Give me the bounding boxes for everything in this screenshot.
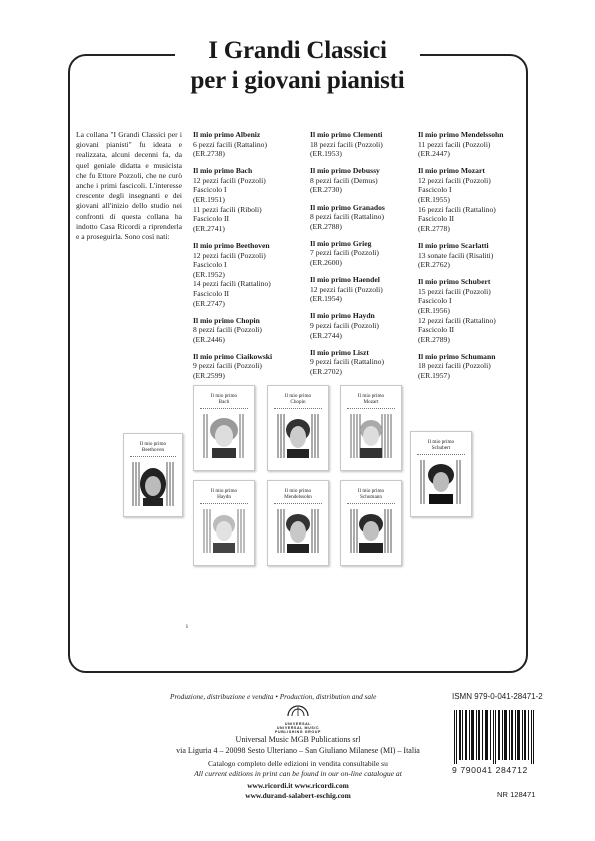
cover-bach	[193, 385, 255, 471]
catalog-entry-line: 11 pezzi facili (Pozzoli)	[418, 139, 491, 149]
catalog-entry-title: Il mio primo Beethoven	[193, 240, 270, 250]
catalog-entry-line: (ER.1954)	[310, 294, 342, 304]
cover-rule	[200, 503, 248, 506]
catalog-entry-title: Il mio primo Haydn	[310, 311, 375, 321]
catalog-entry-line: (ER.1951)	[193, 195, 225, 205]
catalog-entry	[418, 166, 530, 233]
cover-rule	[347, 408, 395, 411]
catalog-entry-line: (ER.2762)	[418, 260, 450, 270]
catalog-entry-line: Fascicolo I	[418, 185, 452, 195]
portrait-haydn-image	[202, 509, 246, 553]
catalog-entry-title: Il mio primo Grieg	[310, 238, 372, 248]
publisher-address: via Liguria 4 – 20098 Sesto Ulteriano – San Giuliano Milanese (MI) – Italia	[176, 745, 420, 755]
catalog-entry-line: 7 pezzi facili (Pozzoli)	[310, 248, 379, 258]
catalog-entry-title: Il mio primo Mendelssohn	[418, 130, 504, 139]
catalog-entry-title: Il mio primo Mozart	[418, 166, 485, 176]
catalog-entry-line: 12 pezzi facili (Pozzoli)	[418, 175, 491, 185]
cover-composer: Chopin	[290, 399, 306, 405]
catalog-note-it: Catalogo completo delle edizioni in vendita consultabile su	[208, 759, 388, 768]
catalog-entry-title: Il mio primo Schubert	[418, 277, 491, 287]
link-ricordi-it[interactable]: www.ricordi.it	[247, 781, 293, 790]
catalog-entry-line: 8 pezzi facili (Rattalino)	[310, 212, 385, 222]
portrait-schumann-image	[349, 509, 393, 553]
catalog-entry-line: 11 pezzi facili (Riboli)	[193, 204, 262, 214]
cover-mozart	[340, 385, 402, 471]
portrait-schubert-image	[419, 460, 463, 504]
cover-rule	[417, 454, 465, 457]
catalog-entry-title: Il mio primo Bach	[193, 166, 253, 176]
cover-schumann	[340, 480, 402, 566]
catalog-entry-line: Fascicolo II	[418, 214, 455, 224]
catalog-entry-title: Il mio primo Schumann	[418, 351, 496, 361]
catalog-entry-line: 12 pezzi facili (Rattalino)	[418, 315, 496, 325]
logo-word-3: PUBLISHING GROUP	[275, 730, 321, 734]
catalog-entry	[418, 352, 530, 381]
catalog-entry-line: (ER.2738)	[193, 149, 225, 159]
catalog-entry-line: 13 sonate facili (Risaliti)	[418, 250, 494, 260]
catalog-entry-line: (ER.2447)	[418, 149, 450, 159]
cover-mendelssohn	[267, 480, 329, 566]
cover-rule	[274, 408, 322, 411]
catalog-entry-line: (ER.2778)	[418, 223, 450, 233]
catalog-entry-title: Il mio primo Ciaikowski	[193, 351, 273, 361]
catalog-entry	[193, 352, 305, 381]
catalog-entry-line: 12 pezzi facili (Pozzoli)	[193, 250, 266, 260]
universal-logo	[264, 704, 332, 734]
cover-composer: Haydn	[217, 494, 231, 500]
cover-series: Il mio primo	[284, 393, 312, 399]
link-ricordi-com[interactable]: www.ricordi.com	[294, 781, 349, 790]
catalog-entry-title: Il mio primo Chopin	[193, 315, 260, 325]
catalog-entry-line: 18 pezzi facili (Pozzoli)	[310, 139, 383, 149]
title-line-2: per i giovani pianisti	[190, 67, 405, 94]
catalog-entry-line: 12 pezzi facili (Pozzoli)	[193, 175, 266, 185]
catalog-entry-line: Fascicolo I	[193, 185, 227, 195]
catalog-entry	[418, 277, 530, 344]
cover-rule	[274, 503, 322, 506]
cover-series: Il mio primo	[357, 393, 385, 399]
catalog-entry-line: 8 pezzi facili (Pozzoli)	[193, 325, 262, 335]
catalog-entry-line: 16 pezzi facili (Rattalino)	[418, 204, 496, 214]
catalog-number: NR 128471	[497, 790, 536, 799]
catalog-entry	[193, 130, 305, 159]
cover-series: Il mio primo	[210, 488, 238, 494]
cover-beethoven	[123, 433, 183, 517]
catalog-entry-line: (ER.2747)	[193, 298, 225, 308]
catalog-column-1	[193, 130, 305, 388]
catalog-entry	[310, 239, 422, 268]
cover-composer: Bach	[218, 399, 230, 405]
cover-series: Il mio primo	[357, 488, 385, 494]
intro-text: La collana "I Grandi Classici per i giovani pianisti" fu ideata e realizzata, alcuni decenni fa, da quel geniale didatta e musicista che fu Ettore Pozzoli, che ne curò anche i primi fascicoli. L'interesse crescente degli insegnanti e dei giovani all'inizio dello studio nei confronti di questa collana ha indotto Casa Ricordi a riprenderla e a proseguirla. Sono così nati:	[76, 130, 182, 242]
cover-series: Il mio primo	[427, 439, 455, 445]
catalog-entry-title: Il mio primo Debussy	[310, 166, 380, 176]
catalog-entry	[310, 348, 422, 377]
catalog-entry-line: 14 pezzi facili (Rattalino)	[193, 279, 271, 289]
barcode-image	[452, 710, 537, 764]
catalog-entry-line: Fascicolo II	[418, 325, 455, 335]
catalog-entry-title: Il mio primo Clementi	[310, 130, 383, 139]
catalog-entry	[310, 130, 422, 159]
catalog-entry-line: (ER.2789)	[418, 334, 450, 344]
catalog-entry-line: (ER.2730)	[310, 185, 342, 195]
catalog-entry-line: (ER.1952)	[193, 269, 225, 279]
portrait-beethoven-image	[131, 462, 175, 506]
cover-composer: Mozart	[363, 399, 379, 405]
cover-series: Il mio primo	[139, 441, 167, 447]
catalog-entry	[310, 166, 422, 195]
catalog-entry-line: Fascicolo I	[193, 260, 227, 270]
production-line: Produzione, distribuzione e vendita • Production, distribution and sale	[170, 692, 377, 701]
catalog-entry-line: (ER.1953)	[310, 149, 342, 159]
cover-composer: Schubert	[431, 445, 451, 451]
cover-chopin	[267, 385, 329, 471]
catalog-entry-line: 9 pezzi facili (Pozzoli)	[310, 321, 379, 330]
catalog-entry-title: Il mio primo Scarlatti	[418, 240, 489, 250]
cover-rule	[200, 408, 248, 411]
catalog-entry-line: (ER.1957)	[418, 371, 450, 381]
catalog-entry-title: Il mio primo Albeniz	[193, 130, 261, 139]
cover-series: Il mio primo	[284, 488, 312, 494]
universal-globe-icon	[287, 705, 309, 717]
web-links	[160, 781, 436, 801]
catalog-entry-title: Il mio primo Haendel	[310, 275, 380, 285]
catalog-entry-line: 9 pezzi facili (Rattalino)	[310, 357, 385, 367]
catalog-entry	[193, 316, 305, 345]
small-mark: ı	[186, 622, 188, 630]
catalog-entry-line: (ER.2446)	[193, 334, 225, 344]
catalog-entry-line: 9 pezzi facili (Pozzoli)	[193, 361, 262, 371]
ismn-code: ISMN 979-0-041-28471-2	[452, 692, 543, 701]
catalog-entry-line: Fascicolo II	[193, 288, 230, 298]
catalog-entry-line: 6 pezzi facili (Rattalino)	[193, 139, 268, 149]
catalog-entry	[310, 311, 422, 340]
catalog-entry	[418, 130, 530, 159]
catalog-entry-line: (ER.2702)	[310, 366, 342, 376]
barcode-number: 9 790041 284712	[452, 765, 528, 775]
catalog-note	[160, 759, 436, 778]
catalog-entry-line: (ER.2600)	[310, 258, 342, 268]
catalog-entry-line: Fascicolo I	[418, 296, 452, 306]
catalog-entry-line: (ER.2788)	[310, 221, 342, 231]
catalog-column-3	[418, 130, 530, 388]
portrait-mendelssohn-image	[276, 509, 320, 553]
catalog-entry	[193, 166, 305, 233]
cover-composer: Mendelssohn	[284, 494, 312, 500]
catalog-note-en: All current editions in print can be found in our on-line catalogue at	[194, 768, 402, 778]
link-durand[interactable]: www.durand-salabert-eschig.com	[245, 791, 351, 800]
catalog-entry-line: (ER.2741)	[193, 223, 225, 233]
cover-rule	[130, 456, 176, 459]
catalog-entry-line: (ER.2599)	[193, 371, 225, 381]
catalog-entry	[193, 241, 305, 308]
publisher-block	[160, 735, 436, 756]
publisher-name: Universal Music MGB Publications srl	[235, 735, 361, 744]
catalog-entry-line: 18 pezzi facili (Pozzoli)	[418, 361, 491, 371]
logo-word-2: UNIVERSAL MUSIC	[276, 726, 320, 730]
cover-schubert	[410, 431, 472, 517]
cover-composer: Beethoven	[141, 447, 165, 453]
cover-rule	[347, 503, 395, 506]
cover-composer: Schumann	[360, 494, 382, 500]
catalog-column-2	[310, 130, 422, 384]
catalog-entry	[310, 275, 422, 304]
page-title	[175, 36, 420, 110]
catalog-entry-line: 8 pezzi facili (Demus)	[310, 175, 378, 185]
logo-word-1: UNIVERSAL	[284, 722, 312, 726]
catalog-entry-title: Il mio primo Granados	[310, 202, 385, 212]
title-line-1: I Grandi Classici	[208, 37, 387, 64]
catalog-entry-line: 15 pezzi facili (Pozzoli)	[418, 286, 491, 296]
catalog-entry-line: 12 pezzi facili (Pozzoli)	[310, 284, 383, 294]
cover-haydn	[193, 480, 255, 566]
catalog-entry	[418, 241, 530, 270]
catalog-entry-line: (ER.2744)	[310, 330, 342, 340]
catalog-entry-line: (ER.1956)	[418, 306, 450, 315]
cover-series: Il mio primo	[210, 393, 238, 399]
portrait-bach-image	[202, 414, 246, 458]
portrait-chopin-image	[276, 414, 320, 458]
catalog-entry-title: Il mio primo Liszt	[310, 347, 369, 357]
catalog-entry-line: Fascicolo II	[193, 214, 230, 224]
portrait-mozart-image	[349, 414, 393, 458]
catalog-entry-line: (ER.1955)	[418, 195, 450, 205]
catalog-entry	[310, 203, 422, 232]
